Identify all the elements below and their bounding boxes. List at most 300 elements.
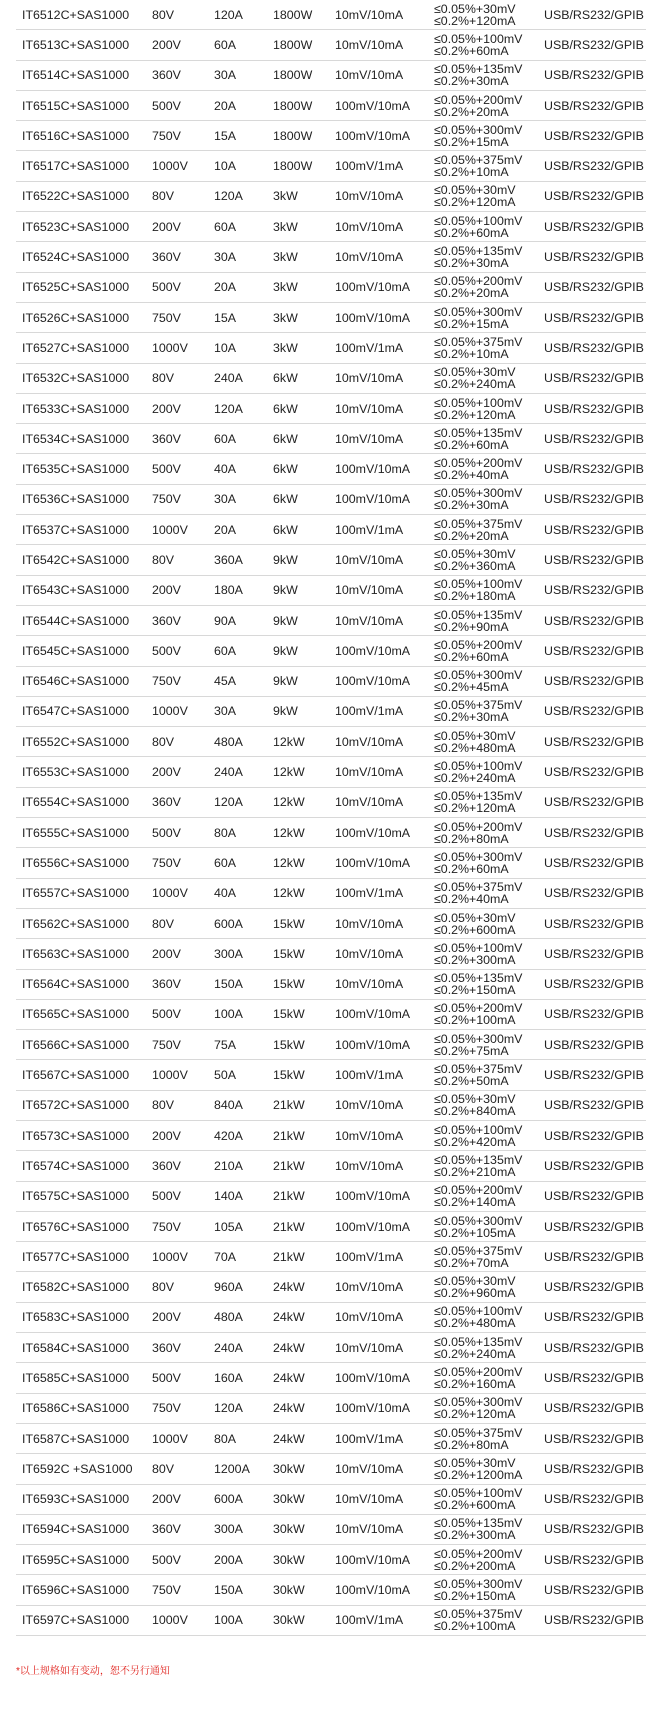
accuracy-cell <box>434 606 522 635</box>
model-cell: IT6527C+SAS1000 <box>22 340 130 355</box>
accuracy-voltage: ≤0.05%+100mV <box>434 1486 523 1501</box>
voltage-cell: 750V <box>152 492 181 507</box>
accuracy-current: ≤0.2%+240mA <box>434 771 516 786</box>
accuracy-current: ≤0.2%+300mA <box>434 952 516 967</box>
model-cell: IT6546C+SAS1000 <box>22 674 130 689</box>
model-cell: IT6577C+SAS1000 <box>22 1249 130 1264</box>
power-cell: 21kW <box>273 1158 305 1173</box>
voltage-cell: 80V <box>152 1461 175 1476</box>
table-row <box>16 91 646 121</box>
power-cell: 12kW <box>273 795 305 810</box>
power-cell: 6kW <box>273 462 298 477</box>
accuracy-voltage: ≤0.05%+300mV <box>434 1031 523 1046</box>
current-cell: 300A <box>214 946 243 961</box>
current-cell: 240A <box>214 1340 243 1355</box>
current-cell: 70A <box>214 1249 237 1264</box>
current-cell: 60A <box>214 855 237 870</box>
resolution-cell: 10mV/10mA <box>335 916 404 931</box>
table-row <box>16 727 646 757</box>
voltage-cell: 1000V <box>152 522 188 537</box>
current-cell: 100A <box>214 1613 243 1628</box>
accuracy-cell <box>434 121 522 150</box>
table-row <box>16 1454 646 1484</box>
model-cell: IT6512C+SAS1000 <box>22 7 130 22</box>
accuracy-current: ≤0.2%+420mA <box>434 1134 516 1149</box>
table-row <box>16 788 646 818</box>
accuracy-cell <box>434 1212 522 1241</box>
model-cell: IT6547C+SAS1000 <box>22 704 130 719</box>
accuracy-current: ≤0.2%+60mA <box>434 225 509 240</box>
power-cell: 1800W <box>273 98 313 113</box>
current-cell: 480A <box>214 1310 243 1325</box>
accuracy-cell <box>434 424 522 453</box>
accuracy-current: ≤0.2%+960mA <box>434 1286 516 1301</box>
table-row <box>16 1545 646 1575</box>
table-row <box>16 939 646 969</box>
table-row <box>16 364 646 394</box>
accuracy-current: ≤0.2%+15mA <box>434 134 509 149</box>
current-cell: 960A <box>214 1280 243 1295</box>
accuracy-cell <box>434 30 522 59</box>
resolution-cell: 100mV/10mA <box>335 1007 411 1022</box>
model-cell: IT6555C+SAS1000 <box>22 825 130 840</box>
power-cell: 12kW <box>273 886 305 901</box>
interface-cell: USB/RS232/GPIB <box>544 1249 644 1264</box>
model-cell: IT6564C+SAS1000 <box>22 977 130 992</box>
accuracy-current: ≤0.2%+840mA <box>434 1104 516 1119</box>
model-cell: IT6514C+SAS1000 <box>22 68 130 83</box>
accuracy-current: ≤0.2%+120mA <box>434 407 516 422</box>
current-cell: 600A <box>214 1492 243 1507</box>
accuracy-cell <box>434 1424 522 1453</box>
accuracy-current: ≤0.2%+10mA <box>434 346 509 361</box>
power-cell: 3kW <box>273 219 298 234</box>
accuracy-cell <box>434 91 522 120</box>
model-cell: IT6545C+SAS1000 <box>22 643 130 658</box>
accuracy-voltage: ≤0.05%+375mV <box>434 1243 523 1258</box>
resolution-cell: 100mV/1mA <box>335 522 404 537</box>
power-cell: 21kW <box>273 1219 305 1234</box>
accuracy-voltage: ≤0.05%+200mV <box>434 1001 523 1016</box>
power-cell: 1800W <box>273 68 313 83</box>
model-cell: IT6522C+SAS1000 <box>22 189 130 204</box>
voltage-cell: 1000V <box>152 1068 188 1083</box>
accuracy-voltage: ≤0.05%+200mV <box>434 92 523 107</box>
power-cell: 24kW <box>273 1401 305 1416</box>
interface-cell: USB/RS232/GPIB <box>544 946 644 961</box>
table-row <box>16 1091 646 1121</box>
current-cell: 15A <box>214 310 237 325</box>
accuracy-cell <box>434 1333 522 1362</box>
voltage-cell: 360V <box>152 977 181 992</box>
accuracy-current: ≤0.2%+20mA <box>434 104 509 119</box>
accuracy-voltage: ≤0.05%+375mV <box>434 516 523 531</box>
accuracy-current: ≤0.2%+1200mA <box>434 1467 523 1482</box>
voltage-cell: 750V <box>152 674 181 689</box>
current-cell: 200A <box>214 1552 243 1567</box>
power-cell: 1800W <box>273 37 313 52</box>
power-cell: 6kW <box>273 522 298 537</box>
table-row <box>16 1182 646 1212</box>
interface-cell: USB/RS232/GPIB <box>544 704 644 719</box>
voltage-cell: 750V <box>152 310 181 325</box>
accuracy-cell <box>434 454 522 483</box>
accuracy-voltage: ≤0.05%+100mV <box>434 395 523 410</box>
accuracy-cell <box>434 1182 522 1211</box>
accuracy-voltage: ≤0.05%+100mV <box>434 31 523 46</box>
interface-cell: USB/RS232/GPIB <box>544 37 644 52</box>
accuracy-current: ≤0.2%+360mA <box>434 558 516 573</box>
current-cell: 140A <box>214 1189 243 1204</box>
current-cell: 10A <box>214 340 237 355</box>
table-row <box>16 212 646 242</box>
interface-cell: USB/RS232/GPIB <box>544 1613 644 1628</box>
accuracy-voltage: ≤0.05%+300mV <box>434 849 523 864</box>
accuracy-voltage: ≤0.05%+375mV <box>434 880 523 895</box>
accuracy-voltage: ≤0.05%+100mV <box>434 213 523 228</box>
resolution-cell: 100mV/10mA <box>335 1583 411 1598</box>
resolution-cell: 100mV/10mA <box>335 674 411 689</box>
voltage-cell: 750V <box>152 855 181 870</box>
power-cell: 6kW <box>273 492 298 507</box>
interface-cell: USB/RS232/GPIB <box>544 219 644 234</box>
power-cell: 9kW <box>273 674 298 689</box>
interface-cell: USB/RS232/GPIB <box>544 1007 644 1022</box>
current-cell: 840A <box>214 1098 243 1113</box>
power-cell: 15kW <box>273 916 305 931</box>
current-cell: 240A <box>214 371 243 386</box>
accuracy-voltage: ≤0.05%+135mV <box>434 607 523 622</box>
current-cell: 600A <box>214 916 243 931</box>
power-cell: 9kW <box>273 613 298 628</box>
model-cell: IT6595C+SAS1000 <box>22 1552 130 1567</box>
current-cell: 80A <box>214 1431 237 1446</box>
accuracy-cell <box>434 909 516 938</box>
accuracy-voltage: ≤0.05%+100mV <box>434 577 523 592</box>
accuracy-voltage: ≤0.05%+200mV <box>434 1546 523 1561</box>
interface-cell: USB/RS232/GPIB <box>544 1189 644 1204</box>
power-cell: 1800W <box>273 7 313 22</box>
voltage-cell: 500V <box>152 98 181 113</box>
resolution-cell: 100mV/10mA <box>335 310 411 325</box>
table-row <box>16 1272 646 1302</box>
interface-cell: USB/RS232/GPIB <box>544 462 644 477</box>
accuracy-voltage: ≤0.05%+135mV <box>434 1334 523 1349</box>
voltage-cell: 1000V <box>152 704 188 719</box>
current-cell: 30A <box>214 704 237 719</box>
resolution-cell: 10mV/10mA <box>335 613 404 628</box>
table-row <box>16 879 646 909</box>
table-row <box>16 242 646 272</box>
accuracy-voltage: ≤0.05%+100mV <box>434 1304 523 1319</box>
current-cell: 50A <box>214 1068 237 1083</box>
current-cell: 240A <box>214 765 243 780</box>
resolution-cell: 100mV/10mA <box>335 462 411 477</box>
interface-cell: USB/RS232/GPIB <box>544 280 644 295</box>
accuracy-current: ≤0.2%+45mA <box>434 680 509 695</box>
accuracy-current: ≤0.2%+20mA <box>434 286 509 301</box>
power-cell: 12kW <box>273 855 305 870</box>
accuracy-current: ≤0.2%+150mA <box>434 983 516 998</box>
accuracy-current: ≤0.2%+120mA <box>434 801 516 816</box>
current-cell: 15A <box>214 128 237 143</box>
spec-table <box>16 0 646 1636</box>
table-row <box>16 1424 646 1454</box>
voltage-cell: 80V <box>152 1098 175 1113</box>
power-cell: 15kW <box>273 1007 305 1022</box>
resolution-cell: 10mV/10mA <box>335 1128 404 1143</box>
resolution-cell: 100mV/10mA <box>335 280 411 295</box>
table-row <box>16 848 646 878</box>
interface-cell: USB/RS232/GPIB <box>544 1280 644 1295</box>
table-row <box>16 606 646 636</box>
accuracy-current: ≤0.2%+10mA <box>434 165 509 180</box>
accuracy-voltage: ≤0.05%+200mV <box>434 274 523 289</box>
current-cell: 120A <box>214 795 243 810</box>
accuracy-cell <box>434 273 522 302</box>
interface-cell: USB/RS232/GPIB <box>544 1098 644 1113</box>
model-cell: IT6537C+SAS1000 <box>22 522 130 537</box>
power-cell: 9kW <box>273 552 298 567</box>
accuracy-voltage: ≤0.05%+200mV <box>434 1183 523 1198</box>
model-cell: IT6552C+SAS1000 <box>22 734 130 749</box>
accuracy-current: ≤0.2%+20mA <box>434 528 509 543</box>
voltage-cell: 360V <box>152 613 181 628</box>
current-cell: 30A <box>214 492 237 507</box>
model-cell: IT6574C+SAS1000 <box>22 1158 130 1173</box>
interface-cell: USB/RS232/GPIB <box>544 1461 644 1476</box>
power-cell: 21kW <box>273 1249 305 1264</box>
table-row <box>16 1212 646 1242</box>
resolution-cell: 10mV/10mA <box>335 189 404 204</box>
voltage-cell: 200V <box>152 219 181 234</box>
interface-cell: USB/RS232/GPIB <box>544 492 644 507</box>
table-row <box>16 1485 646 1515</box>
interface-cell: USB/RS232/GPIB <box>544 977 644 992</box>
accuracy-cell <box>434 1454 522 1483</box>
accuracy-cell <box>434 757 522 786</box>
accuracy-cell <box>434 515 522 544</box>
current-cell: 20A <box>214 280 237 295</box>
model-cell: IT6563C+SAS1000 <box>22 946 130 961</box>
model-cell: IT6544C+SAS1000 <box>22 613 130 628</box>
voltage-cell: 500V <box>152 643 181 658</box>
table-row <box>16 485 646 515</box>
accuracy-voltage: ≤0.05%+375mV <box>434 1062 523 1077</box>
current-cell: 210A <box>214 1158 243 1173</box>
accuracy-voltage: ≤0.05%+30mV <box>434 1274 516 1289</box>
power-cell: 24kW <box>273 1371 305 1385</box>
accuracy-cell <box>434 1242 522 1271</box>
table-row <box>16 61 646 91</box>
voltage-cell: 80V <box>152 552 175 567</box>
power-cell: 6kW <box>273 431 298 446</box>
accuracy-current: ≤0.2%+240mA <box>434 377 516 392</box>
voltage-cell: 1000V <box>152 1431 188 1446</box>
accuracy-voltage: ≤0.05%+375mV <box>434 698 523 713</box>
current-cell: 30A <box>214 250 237 265</box>
interface-cell: USB/RS232/GPIB <box>544 310 644 325</box>
table-row <box>16 1303 646 1333</box>
voltage-cell: 500V <box>152 1552 181 1567</box>
accuracy-voltage: ≤0.05%+30mV <box>434 546 516 561</box>
accuracy-cell <box>434 394 522 423</box>
model-cell: IT6516C+SAS1000 <box>22 128 130 143</box>
model-cell: IT6587C+SAS1000 <box>22 1431 130 1446</box>
interface-cell: USB/RS232/GPIB <box>544 401 644 416</box>
voltage-cell: 360V <box>152 431 181 446</box>
table-row <box>16 424 646 454</box>
resolution-cell: 100mV/1mA <box>335 340 404 355</box>
resolution-cell: 10mV/10mA <box>335 1280 404 1295</box>
voltage-cell: 200V <box>152 583 181 598</box>
interface-cell: USB/RS232/GPIB <box>544 7 644 22</box>
accuracy-voltage: ≤0.05%+375mV <box>434 334 523 349</box>
table-row <box>16 1242 646 1272</box>
accuracy-voltage: ≤0.05%+30mV <box>434 365 516 380</box>
voltage-cell: 360V <box>152 795 181 810</box>
voltage-cell: 750V <box>152 1219 181 1234</box>
model-cell: IT6582C+SAS1000 <box>22 1280 130 1295</box>
voltage-cell: 1000V <box>152 340 188 355</box>
interface-cell: USB/RS232/GPIB <box>544 1340 644 1355</box>
accuracy-cell <box>434 970 522 999</box>
resolution-cell: 10mV/10mA <box>335 250 404 265</box>
interface-cell: USB/RS232/GPIB <box>544 340 644 355</box>
voltage-cell: 360V <box>152 1158 181 1173</box>
accuracy-voltage: ≤0.05%+30mV <box>434 183 516 198</box>
table-row <box>16 151 646 181</box>
table-row <box>16 394 646 424</box>
accuracy-cell <box>434 1151 522 1180</box>
current-cell: 80A <box>214 825 237 840</box>
interface-cell: USB/RS232/GPIB <box>544 1583 644 1598</box>
model-cell: IT6586C+SAS1000 <box>22 1401 130 1416</box>
interface-cell: USB/RS232/GPIB <box>544 552 644 567</box>
accuracy-current: ≤0.2%+80mA <box>434 1437 509 1452</box>
model-cell: IT6584C+SAS1000 <box>22 1340 130 1355</box>
power-cell: 3kW <box>273 189 298 204</box>
voltage-cell: 1000V <box>152 159 188 174</box>
accuracy-cell <box>434 1575 522 1604</box>
interface-cell: USB/RS232/GPIB <box>544 159 644 174</box>
current-cell: 45A <box>214 674 237 689</box>
accuracy-cell <box>434 818 522 847</box>
accuracy-cell <box>434 848 522 877</box>
accuracy-cell <box>434 1030 522 1059</box>
accuracy-cell <box>434 182 516 211</box>
model-cell: IT6526C+SAS1000 <box>22 310 130 325</box>
accuracy-current: ≤0.2%+240mA <box>434 1346 516 1361</box>
resolution-cell: 10mV/10mA <box>335 1158 404 1173</box>
table-row <box>16 333 646 363</box>
accuracy-current: ≤0.2%+30mA <box>434 498 509 513</box>
current-cell: 60A <box>214 643 237 658</box>
voltage-cell: 1000V <box>152 1249 188 1264</box>
table-row <box>16 182 646 212</box>
resolution-cell: 10mV/10mA <box>335 68 404 83</box>
accuracy-voltage: ≤0.05%+200mV <box>434 637 523 652</box>
accuracy-cell <box>434 1485 522 1514</box>
current-cell: 75A <box>214 1037 237 1052</box>
accuracy-cell <box>434 1121 522 1150</box>
accuracy-cell <box>434 1363 522 1392</box>
power-cell: 15kW <box>273 977 305 992</box>
table-row <box>16 576 646 606</box>
table-row <box>16 970 646 1000</box>
model-cell: IT6533C+SAS1000 <box>22 401 130 416</box>
accuracy-cell <box>434 151 522 180</box>
table-row <box>16 121 646 151</box>
interface-cell: USB/RS232/GPIB <box>544 371 644 386</box>
accuracy-cell <box>434 1515 522 1544</box>
power-cell: 6kW <box>273 401 298 416</box>
accuracy-cell <box>434 303 522 332</box>
accuracy-current: ≤0.2%+70mA <box>434 1255 509 1270</box>
current-cell: 360A <box>214 552 243 567</box>
model-cell: IT6566C+SAS1000 <box>22 1037 130 1052</box>
table-row <box>16 636 646 666</box>
current-cell: 60A <box>214 37 237 52</box>
model-cell: IT6513C+SAS1000 <box>22 37 130 52</box>
voltage-cell: 200V <box>152 1492 181 1507</box>
accuracy-voltage: ≤0.05%+30mV <box>434 1455 516 1470</box>
power-cell: 30kW <box>273 1461 305 1476</box>
accuracy-current: ≤0.2%+105mA <box>434 1225 516 1240</box>
current-cell: 20A <box>214 98 237 113</box>
accuracy-cell <box>434 485 522 514</box>
accuracy-current: ≤0.2%+30mA <box>434 74 509 89</box>
voltage-cell: 200V <box>152 946 181 961</box>
current-cell: 100A <box>214 1007 243 1022</box>
power-cell: 3kW <box>273 250 298 265</box>
accuracy-voltage: ≤0.05%+30mV <box>434 910 516 925</box>
model-cell: IT6536C+SAS1000 <box>22 492 130 507</box>
interface-cell: USB/RS232/GPIB <box>544 1219 644 1234</box>
accuracy-current: ≤0.2%+15mA <box>434 316 509 331</box>
voltage-cell: 1000V <box>152 886 188 901</box>
power-cell: 21kW <box>273 1189 305 1204</box>
model-cell: IT6583C+SAS1000 <box>22 1310 130 1325</box>
resolution-cell: 100mV/10mA <box>335 825 411 840</box>
interface-cell: USB/RS232/GPIB <box>544 886 644 901</box>
power-cell: 30kW <box>273 1522 305 1537</box>
voltage-cell: 750V <box>152 128 181 143</box>
accuracy-current: ≤0.2%+60mA <box>434 649 509 664</box>
resolution-cell: 10mV/10mA <box>335 219 404 234</box>
resolution-cell: 10mV/10mA <box>335 1461 404 1476</box>
resolution-cell: 100mV/1mA <box>335 1613 404 1628</box>
voltage-cell: 360V <box>152 1522 181 1537</box>
accuracy-cell <box>434 576 522 605</box>
resolution-cell: 100mV/10mA <box>335 1219 411 1234</box>
interface-cell: USB/RS232/GPIB <box>544 1401 644 1416</box>
accuracy-current: ≤0.2%+180mA <box>434 589 516 604</box>
resolution-cell: 10mV/10mA <box>335 1098 404 1113</box>
accuracy-voltage: ≤0.05%+300mV <box>434 1395 523 1410</box>
accuracy-current: ≤0.2%+140mA <box>434 1195 516 1210</box>
interface-cell: USB/RS232/GPIB <box>544 1158 644 1173</box>
accuracy-voltage: ≤0.05%+135mV <box>434 971 523 986</box>
accuracy-cell <box>434 212 522 241</box>
interface-cell: USB/RS232/GPIB <box>544 1310 644 1325</box>
voltage-cell: 1000V <box>152 1613 188 1628</box>
power-cell: 15kW <box>273 1068 305 1083</box>
table-row <box>16 454 646 484</box>
accuracy-current: ≤0.2%+300mA <box>434 1528 516 1543</box>
power-cell: 24kW <box>273 1340 305 1355</box>
accuracy-current: ≤0.2%+100mA <box>434 1619 516 1634</box>
